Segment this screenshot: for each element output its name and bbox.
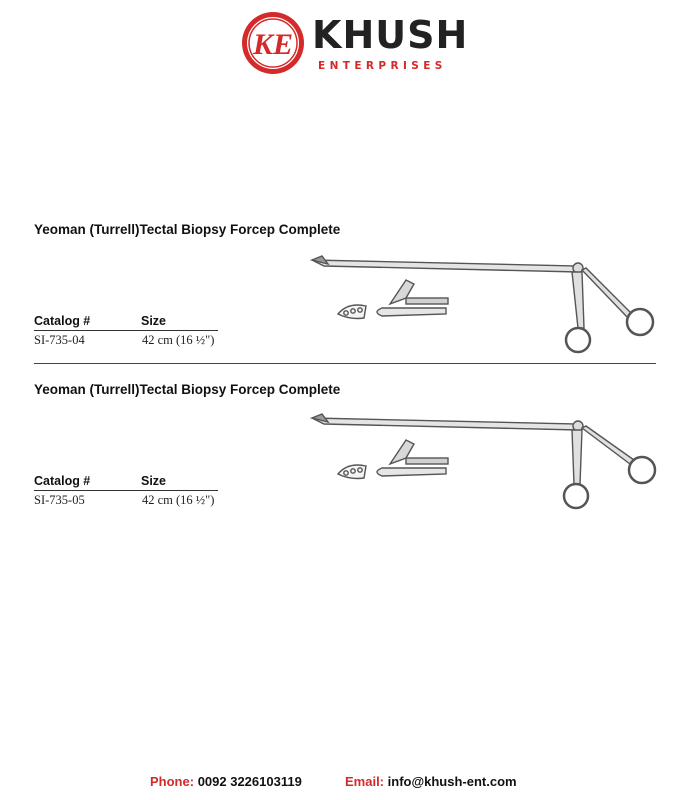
section-divider <box>34 363 656 364</box>
catalog-number: SI-735-04 <box>34 333 85 347</box>
header-rule <box>34 490 218 491</box>
email-contact <box>345 774 517 789</box>
logo-mark-text: KE <box>252 28 294 61</box>
product-title: Yeoman (Turrell)Tectal Biopsy Forcep Complete <box>34 222 341 237</box>
size-value: 42 cm (16 ½") <box>142 333 215 347</box>
catalog-number: SI-735-05 <box>34 493 85 507</box>
biopsy-forceps-icon <box>310 246 660 358</box>
phone-label: Phone: <box>150 774 195 789</box>
header-rule <box>34 330 218 331</box>
product-entry <box>0 382 689 532</box>
catalog-header: Catalog # <box>34 314 91 328</box>
email-address[interactable]: info@khush-ent.com <box>387 774 517 789</box>
size-header: Size <box>141 314 167 328</box>
company-logo <box>240 10 469 80</box>
size-value: 42 cm (16 ½") <box>142 493 215 507</box>
product-entry <box>0 222 689 372</box>
phone-number[interactable]: 0092 3226103119 <box>197 774 302 789</box>
brand-tagline: ENTERPRISES <box>318 60 447 72</box>
biopsy-forceps-icon <box>310 406 660 518</box>
ke-logo-icon <box>240 10 306 76</box>
catalog-header: Catalog # <box>34 474 91 488</box>
size-header: Size <box>141 474 167 488</box>
product-title: Yeoman (Turrell)Tectal Biopsy Forcep Complete <box>34 382 341 397</box>
brand-name: KHUSH <box>312 13 469 57</box>
phone-contact <box>150 774 302 789</box>
email-label: Email: <box>345 774 385 789</box>
